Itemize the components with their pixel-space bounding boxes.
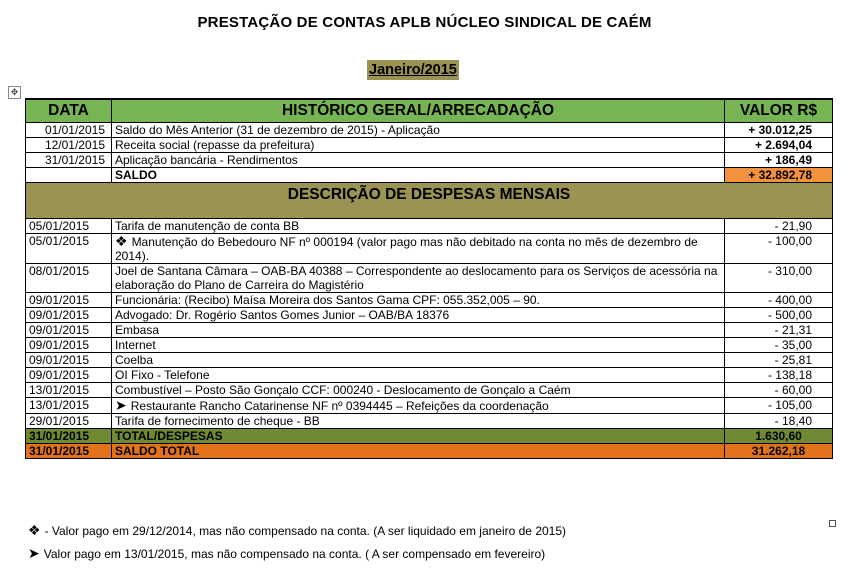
expense-row — [26, 293, 833, 308]
description-cell: Combustível – Posto São Gonçalo CCF: 000240 - Deslocamento de Gonçalo a Caém — [112, 383, 725, 398]
header-date: DATA — [26, 99, 112, 123]
expense-row — [26, 234, 833, 264]
total-value: 1.630,60 — [725, 429, 833, 444]
date-cell: 09/01/2015 — [26, 338, 112, 353]
diamond-bullet-icon: ❖ — [115, 233, 128, 249]
description-cell: OI Fixo - Telefone — [112, 368, 725, 383]
arrow-bullet-icon: ➤ — [115, 397, 127, 413]
date-cell: 09/01/2015 — [26, 293, 112, 308]
expense-row — [26, 353, 833, 368]
diamond-bullet-icon: ❖ — [28, 522, 41, 538]
expense-row — [26, 414, 833, 429]
saldo-value: + 32.892,78 — [725, 168, 833, 183]
date-cell: 08/01/2015 — [26, 264, 112, 293]
table-header-row — [26, 99, 833, 123]
date-cell: 13/01/2015 — [26, 398, 112, 414]
table-resize-handle[interactable] — [829, 520, 836, 527]
date-cell: 13/01/2015 — [26, 383, 112, 398]
expense-row — [26, 368, 833, 383]
description-cell: Aplicação bancária - Rendimentos — [112, 153, 725, 168]
description-cell: Saldo do Mês Anterior (31 de dezembro de 2015) - Aplicação — [112, 123, 725, 138]
value-cell: - 18,40 — [725, 414, 833, 429]
footnote-text: Valor pago em 13/01/2015, mas não compensado na conta. ( A ser compensado em fevereiro) — [43, 547, 546, 561]
description-cell: Receita social (repasse da prefeitura) — [112, 138, 725, 153]
table-move-handle-icon[interactable]: ✥ — [8, 86, 21, 99]
footnotes — [28, 519, 566, 565]
date-cell — [26, 168, 112, 183]
revenue-row — [26, 138, 833, 153]
date-cell: 09/01/2015 — [26, 368, 112, 383]
value-cell: - 35,00 — [725, 338, 833, 353]
cell-text: Restaurante Rancho Catarinense NF nº 0394445 – Refeições da coordenação — [130, 399, 549, 413]
description-cell: Joel de Santana Câmara – OAB-BA 40388 – Correspondente ao deslocamento para os Serviços de acessória na elaboração do Plano de Carreira do Magistério — [112, 264, 725, 293]
description-cell: Embasa — [112, 323, 725, 338]
total-label: TOTAL/DESPESAS — [112, 429, 725, 444]
value-cell: - 60,00 — [725, 383, 833, 398]
value-cell: + 2.694,04 — [725, 138, 833, 153]
description-cell: Tarifa de fornecimento de cheque - BB — [112, 414, 725, 429]
date-cell: 09/01/2015 — [26, 323, 112, 338]
date-cell: 09/01/2015 — [26, 308, 112, 323]
description-cell: Advogado: Dr. Rogério Santos Gomes Junior – OAB/BA 18376 — [112, 308, 725, 323]
description-cell — [112, 234, 725, 264]
revenue-row — [26, 153, 833, 168]
date-cell: 01/01/2015 — [26, 123, 112, 138]
revenue-row — [26, 123, 833, 138]
description-cell: Tarifa de manutenção de conta BB — [112, 219, 725, 234]
date-cell: 31/01/2015 — [26, 444, 112, 459]
expense-row — [26, 398, 833, 414]
date-cell: 09/01/2015 — [26, 353, 112, 368]
header-value: VALOR R$ — [725, 99, 833, 123]
expense-row — [26, 308, 833, 323]
expense-row — [26, 264, 833, 293]
arrow-bullet-icon: ➤ — [28, 545, 40, 561]
total-expenses-row — [26, 429, 833, 444]
value-cell: - 310,00 — [725, 264, 833, 293]
expense-row — [26, 323, 833, 338]
footnote-text: - Valor pago em 29/12/2014, mas não compensado na conta. (A ser liquidado em janeiro de 2015) — [44, 524, 567, 538]
date-cell: 31/01/2015 — [26, 153, 112, 168]
value-cell: - 100,00 — [725, 234, 833, 264]
footnote-1 — [28, 519, 566, 542]
value-cell: - 21,31 — [725, 323, 833, 338]
value-cell: + 30.012,25 — [725, 123, 833, 138]
section-header-row — [26, 183, 833, 219]
expense-row — [26, 383, 833, 398]
footnote-2 — [28, 542, 566, 565]
description-cell: Coelba — [112, 353, 725, 368]
description-cell — [112, 398, 725, 414]
description-cell: Funcionária: (Recibo) Maísa Moreira dos Santos Gama CPF: 055.352,005 – 90. — [112, 293, 725, 308]
value-cell: - 400,00 — [725, 293, 833, 308]
balance-total-value: 31.262,18 — [725, 444, 833, 459]
date-cell: 31/01/2015 — [26, 429, 112, 444]
date-cell: 12/01/2015 — [26, 138, 112, 153]
accounts-table — [25, 98, 833, 459]
value-cell: - 138,18 — [725, 368, 833, 383]
date-cell: 05/01/2015 — [26, 219, 112, 234]
header-history: HISTÓRICO GERAL/ARRECADAÇÃO — [112, 99, 725, 123]
value-cell: + 186,49 — [725, 153, 833, 168]
cell-text: Manutenção do Bebedouro NF nº 000194 (valor pago mas não debitado na conta no mês de dezembro de 2014). — [115, 235, 698, 263]
expense-row — [26, 219, 833, 234]
section-title: DESCRIÇÃO DE DESPESAS MENSAIS — [26, 183, 833, 219]
value-cell: - 500,00 — [725, 308, 833, 323]
value-cell: - 25,81 — [725, 353, 833, 368]
date-cell: 29/01/2015 — [26, 414, 112, 429]
saldo-row — [26, 168, 833, 183]
balance-total-row — [26, 444, 833, 459]
balance-total-label: SALDO TOTAL — [112, 444, 725, 459]
date-cell: 05/01/2015 — [26, 234, 112, 264]
description-cell: Internet — [112, 338, 725, 353]
value-cell: - 105,00 — [725, 398, 833, 414]
expense-row — [26, 338, 833, 353]
month-label: Janeiro/2015 — [369, 62, 457, 78]
value-cell: - 21,90 — [725, 219, 833, 234]
document-title: PRESTAÇÃO DE CONTAS APLB NÚCLEO SINDICAL DE CAÉM — [197, 14, 652, 31]
saldo-label: SALDO — [112, 168, 725, 183]
